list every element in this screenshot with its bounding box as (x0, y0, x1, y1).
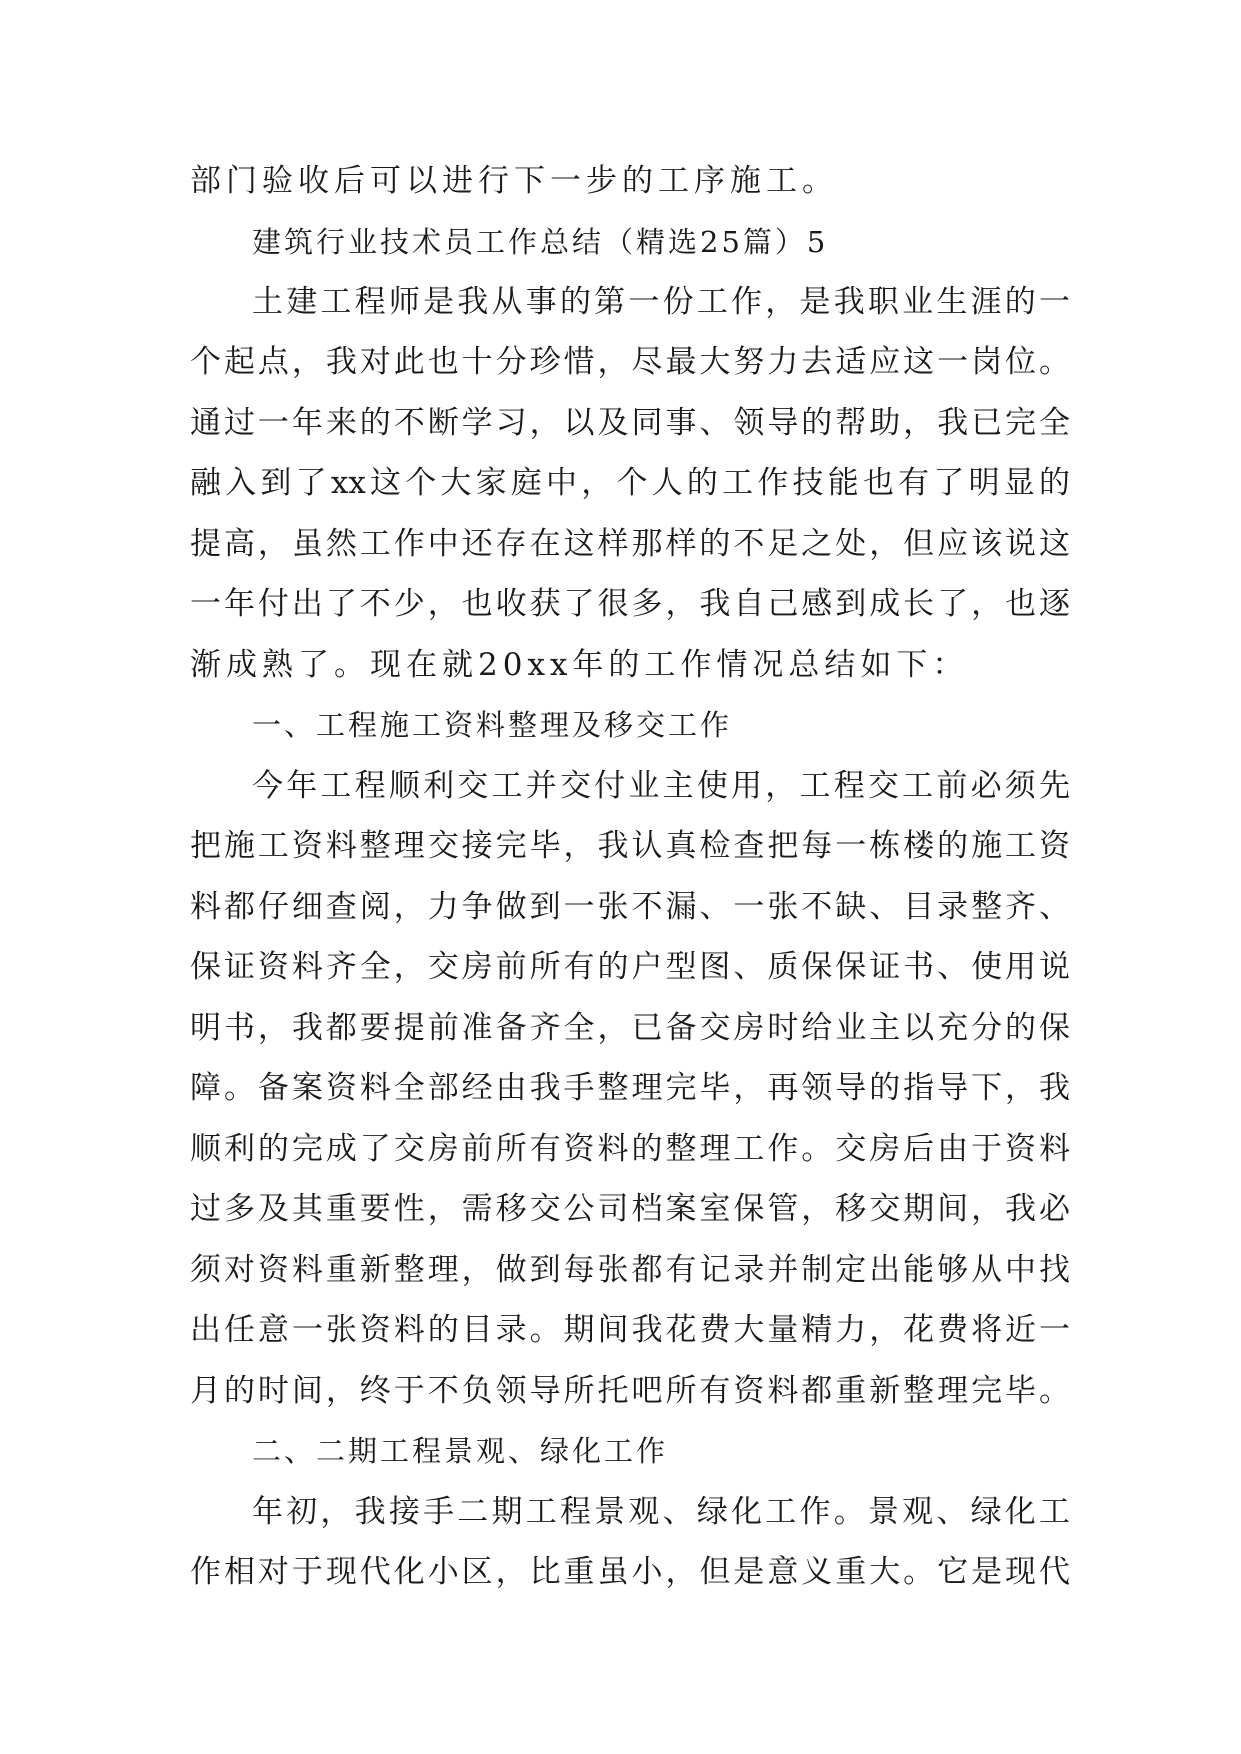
paragraph-line: 部门验收后可以进行下一步的工序施工。 (190, 163, 838, 199)
paragraph-line: 顺利的完成了交房前所有资料的整理工作。交房后由于资料 (190, 1131, 1070, 1167)
section-heading: 一、工程施工资料整理及移交工作 (252, 708, 733, 742)
paragraph-line: 料都仔细查阅，力争做到一张不漏、一张不缺、目录整齐、 (190, 889, 1070, 925)
section-heading: 二、二期工程景观、绿化工作 (252, 1434, 669, 1468)
paragraph-line: 通过一年来的不断学习，以及同事、领导的帮助，我已完全 (190, 405, 1070, 441)
paragraph-line: 一年付出了不少，也收获了很多，我自己感到成长了，也逐 (190, 586, 1070, 622)
paragraph-line: 融入到了xx这个大家庭中，个人的工作技能也有了明显的 (190, 465, 1070, 501)
paragraph-line: 须对资料重新整理，做到每张都有记录并制定出能够从中找 (190, 1252, 1070, 1288)
paragraph-line: 年初，我接手二期工程景观、绿化工作。景观、绿化工 (252, 1494, 1070, 1530)
paragraph-line: 过多及其重要性，需移交公司档案室保管，移交期间，我必 (190, 1191, 1070, 1227)
section-title: 建筑行业技术员工作总结（精选25篇）5 (252, 225, 829, 259)
paragraph-line: 个起点，我对此也十分珍惜，尽最大努力去适应这一岗位。 (190, 344, 1070, 380)
paragraph-line: 障。备案资料全部经由我手整理完毕，再领导的指导下，我 (190, 1070, 1070, 1106)
paragraph-line: 提高，虽然工作中还存在这样那样的不足之处，但应该说这 (190, 526, 1070, 562)
paragraph-line: 出任意一张资料的目录。期间我花费大量精力，花费将近一 (190, 1312, 1070, 1348)
paragraph-line: 渐成熟了。现在就20xx年的工作情况总结如下： (190, 647, 969, 683)
paragraph-line: 作相对于现代化小区，比重虽小，但是意义重大。它是现代 (190, 1554, 1070, 1590)
paragraph-line: 月的时间，终于不负领导所托吧所有资料都重新整理完毕。 (190, 1373, 1070, 1409)
paragraph-line: 明书，我都要提前准备齐全，已备交房时给业主以充分的保 (190, 1010, 1070, 1046)
paragraph-line: 今年工程顺利交工并交付业主使用，工程交工前必须先 (252, 768, 1070, 804)
paragraph-line: 土建工程师是我从事的第一份工作，是我职业生涯的一 (252, 284, 1070, 320)
paragraph-line: 保证资料齐全，交房前所有的户型图、质保保证书、使用说 (190, 949, 1070, 985)
paragraph-line: 把施工资料整理交接完毕，我认真检查把每一栋楼的施工资 (190, 828, 1070, 864)
